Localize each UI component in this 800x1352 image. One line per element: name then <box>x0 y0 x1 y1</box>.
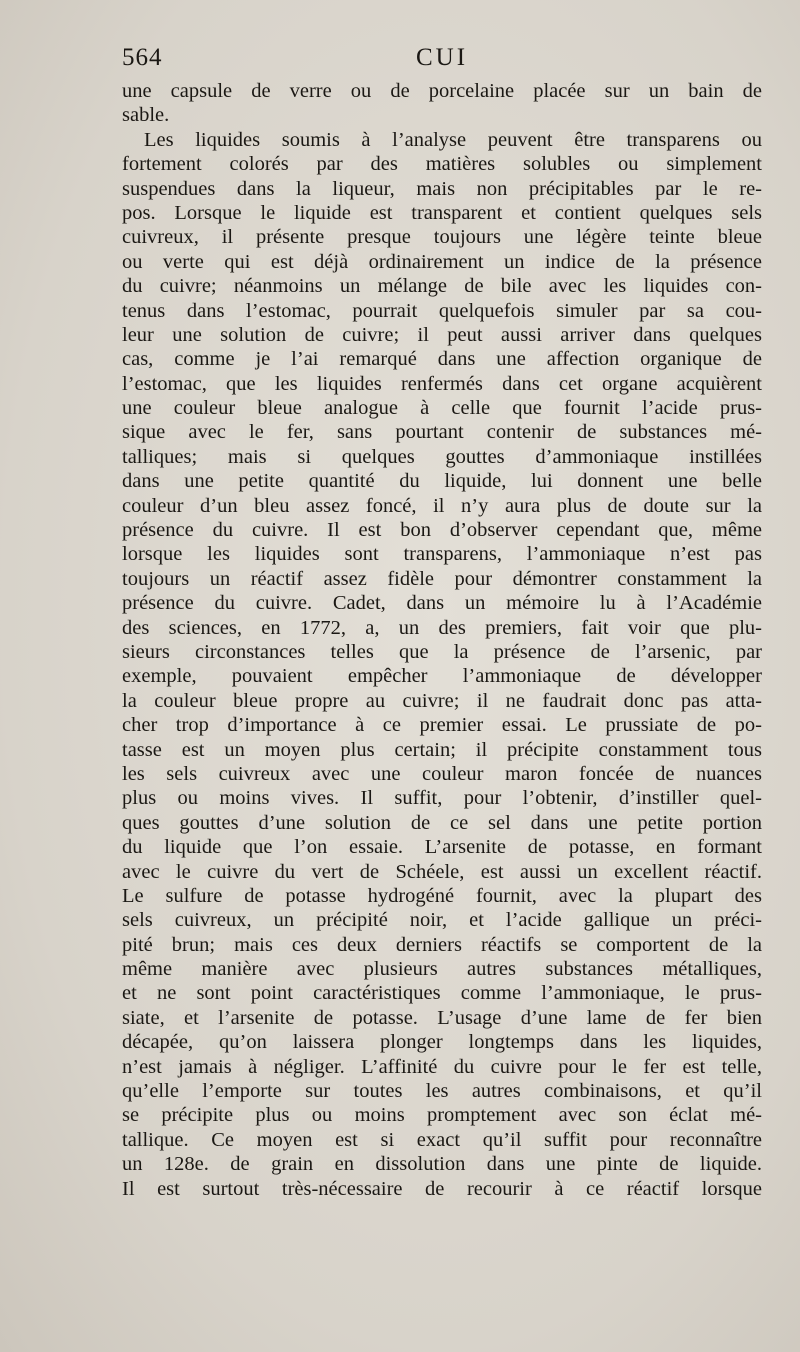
text-line: sieurs circonstances telles que la présence de l’arsenic, par <box>122 640 762 663</box>
text-line: avec le cuivre du vert de Schéele, est aussi un excellent réactif. <box>122 860 762 883</box>
text-line: tasse est un moyen plus certain; il précipite constamment tous <box>122 738 762 761</box>
text-line: tallique. Ce moyen est si exact qu’il suffit pour reconnaître <box>122 1128 762 1151</box>
text-line: ou verte qui est déjà ordinairement un indice de la présence <box>122 250 762 273</box>
text-line: du cuivre; néanmoins un mélange de bile avec les liquides con- <box>122 275 762 298</box>
text-line: n’est jamais à négliger. L’affinité du cuivre pour le fer est telle, <box>122 1055 762 1078</box>
text-line: toujours un réactif assez fidèle pour démontrer constamment la <box>122 567 762 590</box>
page-number: 564 <box>122 44 163 71</box>
text-line: pité brun; mais ces deux derniers réactifs se comportent de la <box>122 933 762 956</box>
text-line: des sciences, en 1772, a, un des premiers, fait voir que plu- <box>122 616 762 639</box>
text-line: les sels cuivreux avec une couleur maron foncée de nuances <box>122 762 762 785</box>
running-head: CUI <box>415 44 469 71</box>
text-line: exemple, pouvaient empêcher l’ammoniaque de développer <box>122 665 762 688</box>
text-line: plus ou moins vives. Il suffit, pour l’obtenir, d’instiller quel- <box>122 787 762 810</box>
text-line: leur une solution de cuivre; il peut aussi arriver dans quelques <box>122 323 762 346</box>
text-line: talliques; mais si quelques gouttes d’ammoniaque instillées <box>122 445 762 468</box>
text-line: se précipite plus ou moins promptement avec son éclat mé- <box>122 1104 762 1127</box>
text-line: cuivreux, il présente presque toujours une légère teinte bleue <box>122 226 762 249</box>
text-line: couleur d’un bleu assez foncé, il n’y aura plus de doute sur la <box>122 494 762 517</box>
text-line: fortement colorés par des matières solubles ou simplement <box>122 153 762 176</box>
text-line: une couleur bleue analogue à celle que fournit l’acide prus- <box>122 397 762 420</box>
text-line: un 128e. de grain en dissolution dans une pinte de liquide. <box>122 1153 762 1176</box>
text-line: du liquide que l’on essaie. L’arsenite de potasse, en formant <box>122 836 762 859</box>
text-line: cas, comme je l’ai remarqué dans une affection organique de <box>122 348 762 371</box>
text-line: l’estomac, que les liquides renfermés dans cet organe acquièrent <box>122 372 762 395</box>
text-line: tenus dans l’estomac, pourrait quelquefois simuler par sa cou- <box>122 299 762 322</box>
text-line: Les liquides soumis à l’analyse peuvent être transparens ou <box>144 128 762 151</box>
text-line: sels cuivreux, un précipité noir, et l’acide gallique un préci- <box>122 909 762 932</box>
text-line: même manière avec plusieurs autres substances métalliques, <box>122 958 762 981</box>
text-line: dans une petite quantité du liquide, lui donnent une belle <box>122 470 762 493</box>
text-line: lorsque les liquides sont transparens, l’ammoniaque n’est pas <box>122 543 762 566</box>
body-text <box>122 79 762 1201</box>
text-line: ques gouttes d’une solution de ce sel dans une petite portion <box>122 811 762 834</box>
text-line: sique avec le fer, sans pourtant contenir de substances mé- <box>122 421 762 444</box>
text-line: Il est surtout très-nécessaire de recourir à ce réactif lorsque <box>122 1177 762 1200</box>
page-header <box>122 44 762 78</box>
text-line: suspendues dans la liqueur, mais non précipitables par le re- <box>122 177 762 200</box>
text-line: présence du cuivre. Cadet, dans un mémoire lu à l’Académie <box>122 592 762 615</box>
text-line: la couleur bleue propre au cuivre; il ne faudrait donc pas atta- <box>122 689 762 712</box>
text-line: Le sulfure de potasse hydrogéné fournit, avec la plupart des <box>122 884 762 907</box>
text-line: qu’elle l’emporte sur toutes les autres combinaisons, et qu’il <box>122 1080 762 1103</box>
text-line: siate, et l’arsenite de potasse. L’usage d’une lame de fer bien <box>122 1006 762 1029</box>
text-line: présence du cuivre. Il est bon d’observer cependant que, même <box>122 519 762 542</box>
text-line: cher trop d’importance à ce premier essai. Le prussiate de po- <box>122 714 762 737</box>
text-line: une capsule de verre ou de porcelaine placée sur un bain de <box>122 80 762 102</box>
text-line: pos. Lorsque le liquide est transparent et contient quelques sels <box>122 201 762 224</box>
text-line: sable. <box>122 104 170 127</box>
text-line: décapée, qu’on laissera plonger longtemps dans les liquides, <box>122 1031 762 1054</box>
text-line: et ne sont point caractéristiques comme l’ammoniaque, le prus- <box>122 982 762 1005</box>
